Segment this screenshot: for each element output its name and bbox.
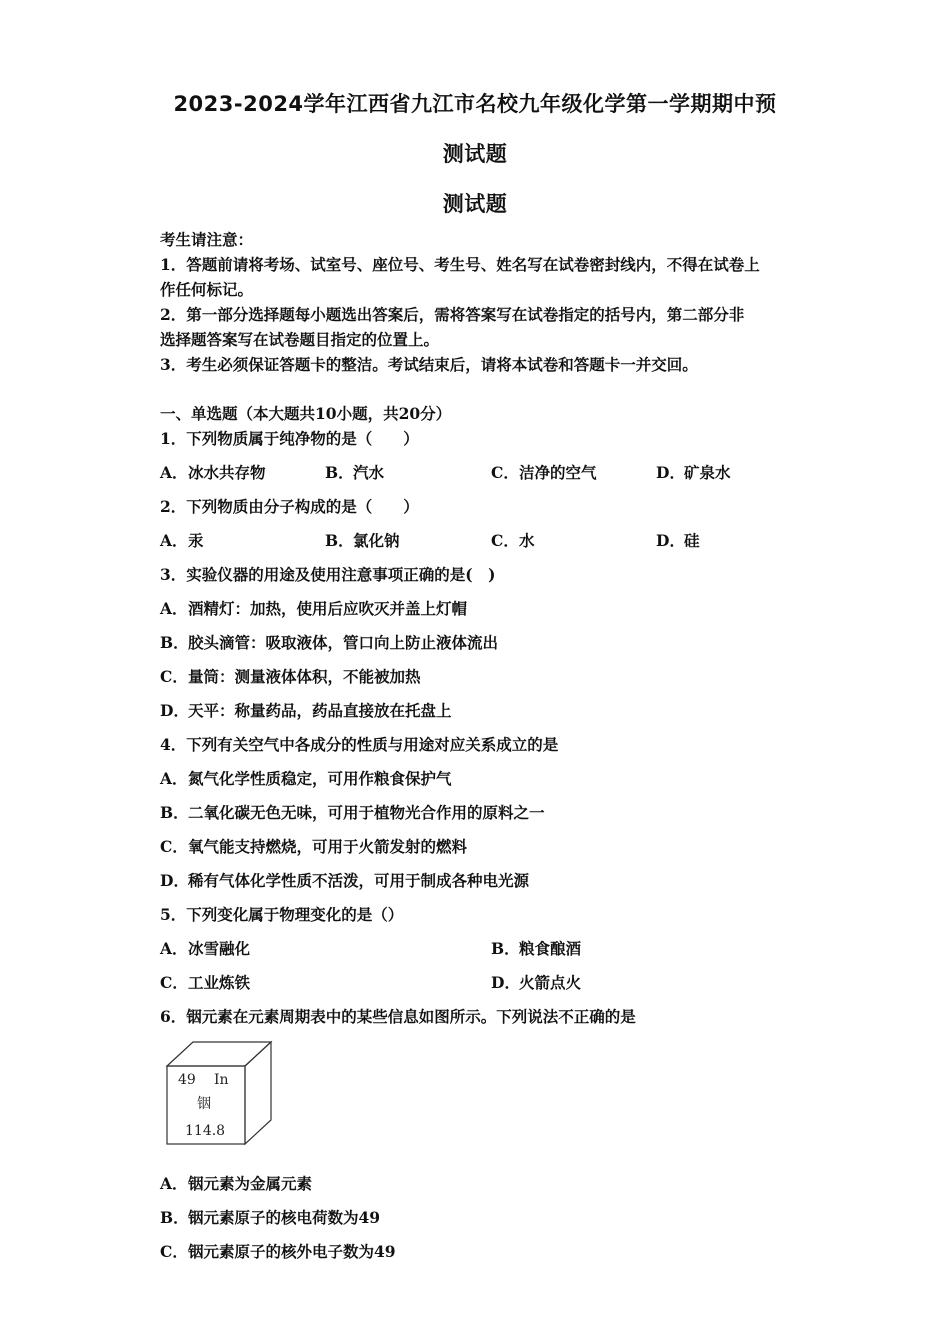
option-a: A．酒精灯：加热，使用后应吹灭并盖上灯帽 [160,599,468,618]
option-d: D．稀有气体化学性质不活泼，可用于制成各种电光源 [160,871,530,890]
question-stem: 3．实验仪器的用途及使用注意事项正确的是( ) [160,565,496,584]
option-b: B．铟元素原子的核电荷数为49 [160,1208,381,1227]
atomic-mass: 114.8 [185,1123,226,1139]
notice-line: 3．考生必须保证答题卡的整洁。考试结束后，请将本试卷和答题卡一并交回。 [160,355,698,374]
option-c: C．水 [491,531,535,550]
option-c: C．工业炼铁 [160,973,251,992]
option-d: D．火箭点火 [491,973,582,992]
option-d: D．天平：称量药品，药品直接放在托盘上 [160,701,452,720]
question-stem: 2．下列物质由分子构成的是（ ） [160,497,419,516]
option-c: C．氧气能支持燃烧，可用于火箭发射的燃料 [160,837,468,856]
option-c: C．铟元素原子的核外电子数为49 [160,1242,396,1261]
notice-heading: 考生请注意： [160,230,254,249]
exam-title-line-3: 测试题 [442,192,508,216]
option-b: B．二氧化碳无色无味，可用于植物光合作用的原料之一 [160,803,545,822]
exam-title-line-2: 测试题 [442,142,508,166]
option-b: B．胶头滴管：吸取液体，管口向上防止液体流出 [160,633,499,652]
option-b: B．氯化钠 [325,531,400,550]
notice-line: 1．答题前请将考场、试室号、座位号、考生号、姓名写在试卷密封线内，不得在试卷上 [160,255,760,274]
option-d: D．矿泉水 [656,463,731,482]
notice-line: 2．第一部分选择题每小题选出答案后，需将答案写在试卷指定的括号内，第二部分非 [160,305,745,324]
exam-title-line-1: 2023-2024学年江西省九江市名校九年级化学第一学期期中预 [173,92,777,116]
option-a: A．冰雪融化 [160,939,251,958]
option-c: C．洁净的空气 [491,463,597,482]
option-a: A．冰水共存物 [160,463,266,482]
option-b: B．汽水 [325,463,385,482]
atomic-number: 49 [178,1072,196,1088]
card-side-face [245,1042,271,1144]
element-name: 铟 [197,1096,211,1112]
question-stem: 4．下列有关空气中各成分的性质与用途对应关系成立的是 [160,735,559,754]
question-stem: 5．下列变化属于物理变化的是（） [160,905,404,924]
option-d: D．硅 [656,531,700,550]
notice-line: 选择题答案写在试卷题目指定的位置上。 [160,330,440,349]
section-heading: 一、单选题（本大题共10小题，共20分） [160,404,452,423]
option-b: B．粮食酿酒 [491,939,582,958]
question-stem: 1．下列物质属于纯净物的是（ ） [160,429,419,448]
card-top-face [167,1042,271,1066]
option-a: A．氮气化学性质稳定，可用作粮食保护气 [160,769,452,788]
element-symbol: In [214,1072,229,1088]
option-c: C．量筒：测量液体体积，不能被加热 [160,667,421,686]
question-stem: 6．铟元素在元素周期表中的某些信息如图所示。下列说法不正确的是 [160,1007,636,1026]
option-a: A．铟元素为金属元素 [160,1174,313,1193]
element-card-figure [165,1040,275,1146]
option-a: A．汞 [160,531,204,550]
notice-line: 作任何标记。 [160,280,254,299]
